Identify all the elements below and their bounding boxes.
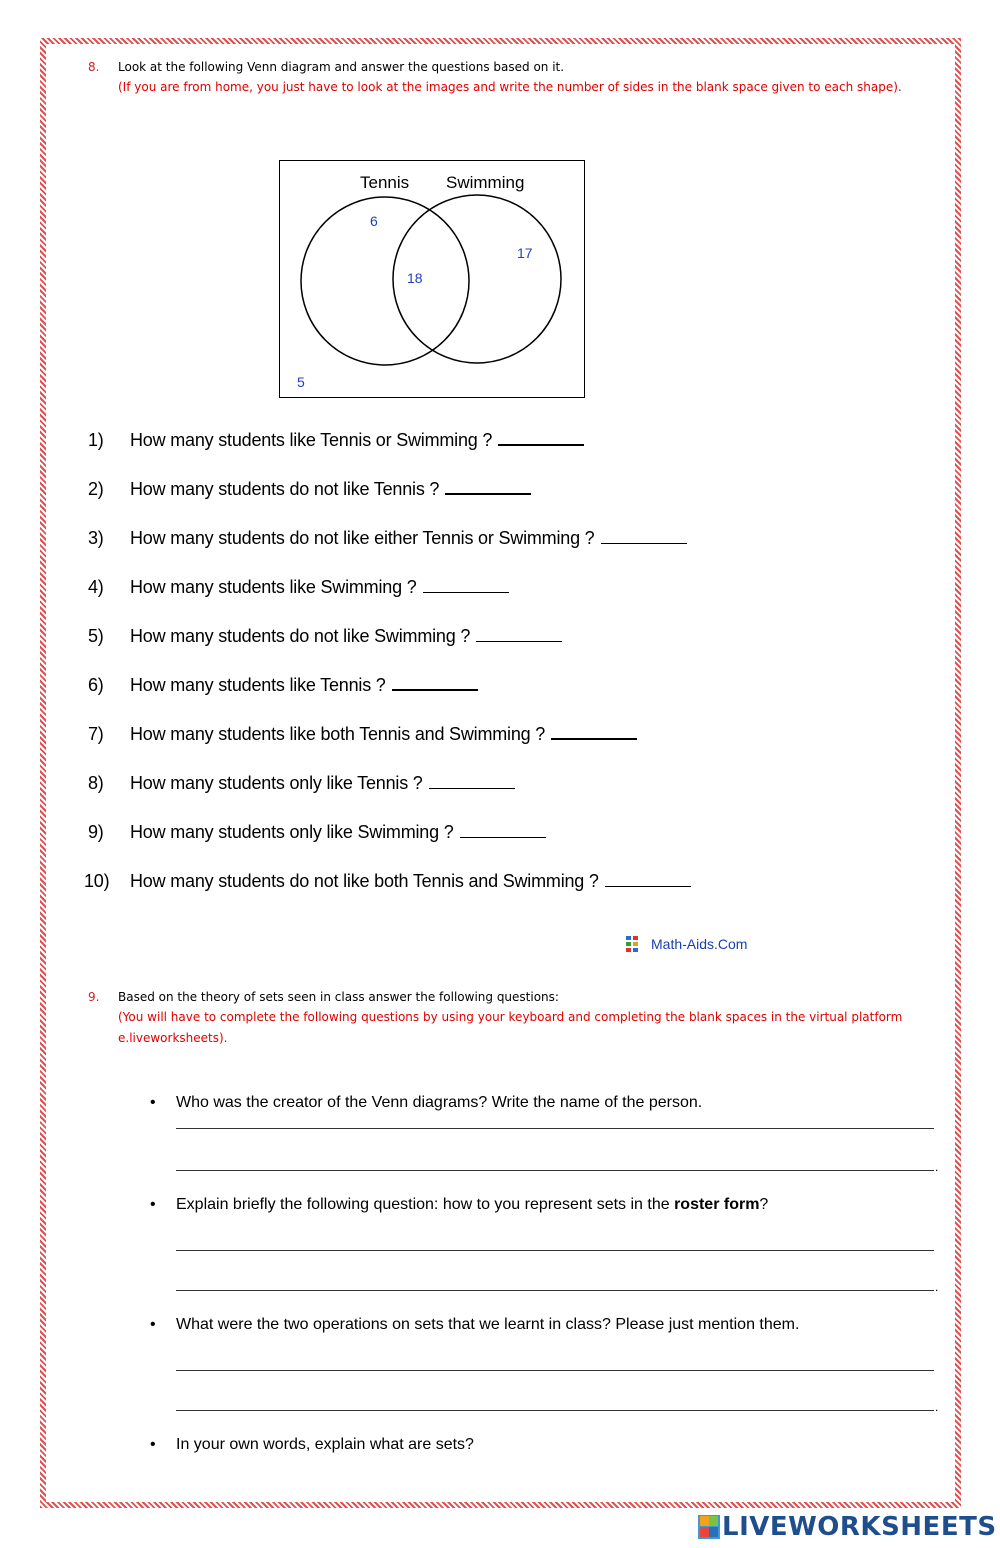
question-text: How many students do not like Tennis ? [130, 479, 440, 499]
venn-label-swimming: Swimming [446, 173, 525, 192]
answer-blank[interactable] [551, 738, 637, 740]
bullet-question-text: In your own words, explain what are sets? [176, 1436, 474, 1453]
period-mark: . [935, 1160, 939, 1174]
question-text: How many students only like Tennis ? [130, 773, 423, 793]
section-9-instruction: Based on the theory of sets seen in class answer the following questions: [118, 990, 559, 1004]
venn-diagram [279, 160, 585, 398]
answer-blank[interactable] [476, 641, 562, 642]
tennis-circle [301, 197, 469, 365]
period-mark: . [935, 1400, 939, 1414]
question-row [88, 528, 687, 549]
question-row [88, 724, 637, 745]
question-number: 7) [88, 724, 104, 744]
question-row [88, 675, 478, 696]
liveworksheets-logo-icon [698, 1515, 720, 1539]
bullet-question-text: Who was the creator of the Venn diagrams? Write the name of the person. [176, 1094, 703, 1111]
question-number: 5) [88, 626, 104, 646]
question-text: How many students only like Swimming ? [130, 822, 454, 842]
answer-blank[interactable] [423, 592, 509, 593]
bullet-question-text: What were the two operations on sets that we learnt in class? Please just mention them. [176, 1316, 800, 1333]
bullet-question-2 [150, 1196, 768, 1214]
answer-blank[interactable] [498, 444, 584, 446]
answer-blank[interactable] [605, 886, 691, 887]
bullet-question-text: Explain briefly the following question: how to you represent sets in the [176, 1196, 675, 1213]
venn-value-neither: 5 [297, 374, 305, 390]
question-number: 6) [88, 675, 104, 695]
question-text: How many students do not like Swimming ? [130, 626, 471, 646]
question-row [88, 773, 515, 794]
period-mark: . [935, 1280, 939, 1294]
question-row [88, 479, 531, 500]
bullet-question-end: ? [759, 1196, 769, 1213]
section-9-note-line2: e.liveworksheets). [118, 1031, 228, 1045]
section-8-number: 8. [88, 60, 100, 74]
venn-label-tennis: Tennis [360, 173, 410, 192]
question-row [88, 822, 546, 843]
math-aids-logo-icon [626, 936, 644, 952]
question-number: 10) [84, 871, 110, 891]
question-text: How many students like Tennis or Swimming ? [130, 430, 493, 450]
venn-value-tennis-only: 6 [370, 213, 378, 229]
bullet-icon: • [150, 1094, 156, 1111]
section-9-number: 9. [88, 990, 100, 1004]
bullet-question-4 [150, 1436, 474, 1454]
answer-line[interactable] [176, 1290, 934, 1291]
question-row [84, 871, 691, 892]
answer-line[interactable] [176, 1128, 934, 1129]
question-text: How many students do not like both Tennis and Swimming ? [130, 871, 599, 891]
liveworksheets-brand[interactable]: LIVEWORKSHEETS [722, 1512, 997, 1542]
question-number: 9) [88, 822, 104, 842]
answer-line[interactable] [176, 1370, 934, 1371]
answer-line[interactable] [176, 1250, 934, 1251]
question-number: 3) [88, 528, 104, 548]
answer-blank[interactable] [429, 788, 515, 789]
section-8-note: (If you are from home, you just have to look at the images and write the number of sides in the blank space given to each shape). [118, 80, 902, 94]
answer-line[interactable] [176, 1170, 934, 1171]
bullet-question-1 [150, 1094, 702, 1112]
bullet-question-bold-term: roster form [674, 1196, 760, 1213]
question-text: How many students like Tennis ? [130, 675, 386, 695]
section-9-note-line1: (You will have to complete the following questions by using your keyboard and completing the blank spaces in the virtual platform [118, 1010, 903, 1024]
question-text: How many students do not like either Tennis or Swimming ? [130, 528, 595, 548]
question-number: 8) [88, 773, 104, 793]
question-number: 2) [88, 479, 104, 499]
question-text: How many students like Swimming ? [130, 577, 417, 597]
venn-circles [280, 161, 584, 397]
answer-blank[interactable] [601, 543, 687, 544]
math-aids-credit[interactable]: Math-Aids.Com [651, 936, 748, 952]
bullet-icon: • [150, 1316, 156, 1333]
answer-blank[interactable] [460, 837, 546, 838]
venn-value-both: 18 [407, 270, 423, 286]
question-text: How many students like both Tennis and Swimming ? [130, 724, 546, 744]
section-8-instruction: Look at the following Venn diagram and answer the questions based on it. [118, 60, 565, 74]
bullet-icon: • [150, 1196, 156, 1213]
bullet-icon: • [150, 1436, 156, 1453]
answer-blank[interactable] [392, 689, 478, 691]
venn-value-swimming-only: 17 [517, 245, 533, 261]
question-row [88, 626, 562, 647]
bullet-question-3 [150, 1316, 799, 1334]
question-number: 1) [88, 430, 104, 450]
answer-blank[interactable] [445, 493, 531, 495]
question-row [88, 577, 509, 598]
question-row [88, 430, 584, 451]
question-number: 4) [88, 577, 104, 597]
answer-line[interactable] [176, 1410, 934, 1411]
